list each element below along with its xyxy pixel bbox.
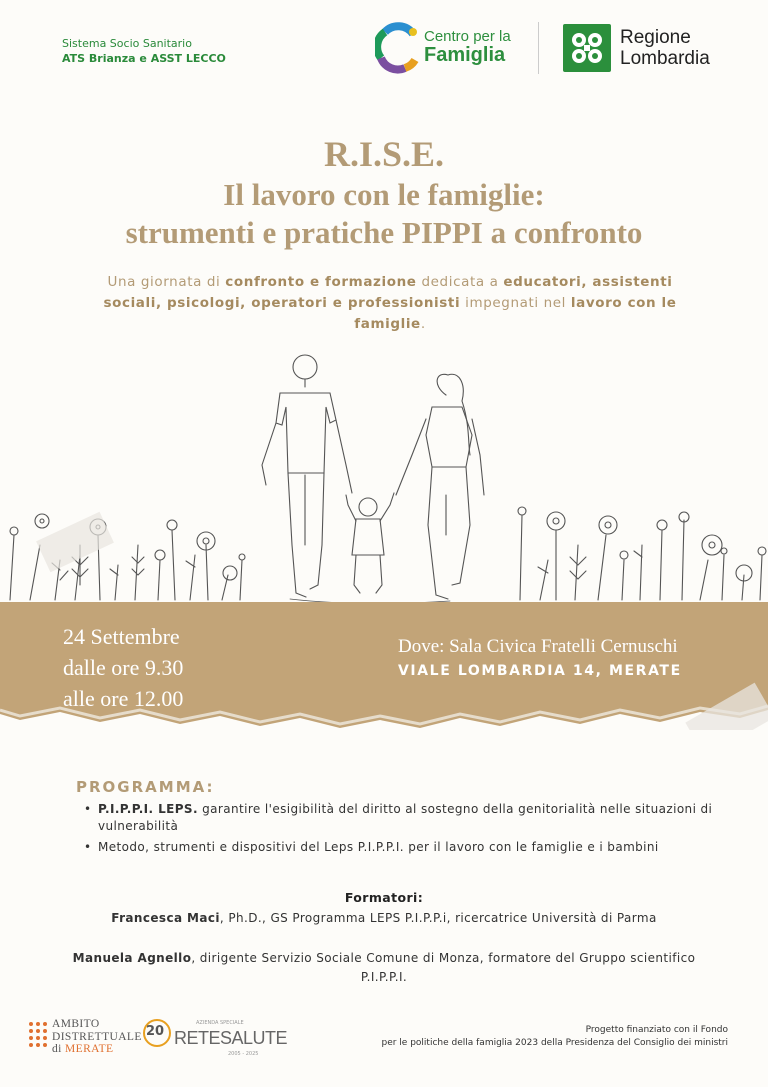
- event-location: Dove: Sala Civica Fratelli Cernuschi: [398, 636, 678, 657]
- event-address: VIALE LOMBARDIA 14, MERATE: [398, 663, 682, 679]
- cpf-line2: Famiglia: [424, 44, 506, 66]
- date-line2: dalle ore 9.30: [63, 655, 184, 680]
- retesalute-subtitle: AZIENDA SPECIALE: [196, 1020, 244, 1026]
- rl-line2: Lombardia: [620, 48, 710, 69]
- right-wildflowers-icon: [518, 507, 766, 600]
- retesalute-years: 2005 - 2025: [228, 1051, 259, 1057]
- child-figure-icon: [346, 493, 394, 593]
- list-item: • Metodo, strumenti e dispositivi del Leps P.I.P.P.I. per il lavoro con le famiglie e i bambini: [84, 839, 724, 856]
- title-acronym: R.I.S.E.: [323, 134, 445, 174]
- retesalute-20-icon: 20: [142, 1018, 172, 1048]
- retesalute-name: RETESALUTE: [174, 1028, 288, 1048]
- trainer-2: Manuela Agnello, dirigente Servizio Sociale Comune di Monza, formatore del Gruppo scientifico P.I.P.P.I.: [72, 951, 696, 984]
- ats-label: [62, 36, 226, 66]
- centro-famiglia-text: [424, 28, 511, 67]
- date-line1: 24 Settembre: [63, 624, 180, 649]
- father-figure-icon: [262, 355, 352, 597]
- regione-lombardia-logo-icon: [563, 24, 611, 72]
- ats-line1: Sistema Socio Sanitario: [62, 37, 192, 50]
- mother-figure-icon: [396, 374, 484, 599]
- tape-icon: [36, 512, 114, 572]
- event-date-time: [63, 621, 183, 714]
- trainer-1: Francesca Maci, Ph.D., GS Programma LEPS P.I.P.P.i, ricercatrice Università di Parma: [111, 911, 657, 925]
- program-list: [84, 801, 724, 860]
- ambito-dots-icon: [28, 1021, 48, 1049]
- cpf-line1: Centro per la: [424, 28, 511, 45]
- centro-famiglia-logo-icon: [375, 22, 419, 74]
- date-line3: alle ore 12.00: [63, 686, 184, 711]
- title-line3: strumenti e pratiche PIPPI a confronto: [125, 215, 643, 250]
- title-main: [0, 176, 768, 252]
- list-item: • P.I.P.P.I. LEPS. garantire l'esigibilità del diritto al sostegno della genitorialità nelle situazioni di vulnerabilità: [84, 801, 724, 835]
- rl-line1: Regione: [620, 27, 691, 48]
- title-line2: Il lavoro con le famiglie:: [223, 177, 545, 212]
- ambito-logo-text: AMBITO DISTRETTUALE di MERATE: [52, 1018, 142, 1055]
- regione-lombardia-text: [620, 27, 710, 69]
- intro-text: Una giornata di confronto e formazione dedicata a educatori, assistenti sociali, psicologi, operatori e professionisti impegnati nel lavoro con le famiglie.: [103, 274, 677, 332]
- trainers-heading: Formatori:: [344, 890, 424, 905]
- funding-note: Progetto finanziato con il Fondo per le politiche della famiglia 2023 della Presidenza del Consiglio dei ministri: [381, 1025, 728, 1048]
- header-divider: [538, 22, 539, 74]
- family-illustration: [0, 345, 768, 615]
- ats-line2: ATS Brianza e ASST LECCO: [62, 52, 226, 65]
- program-heading: PROGRAMMA:: [76, 778, 215, 796]
